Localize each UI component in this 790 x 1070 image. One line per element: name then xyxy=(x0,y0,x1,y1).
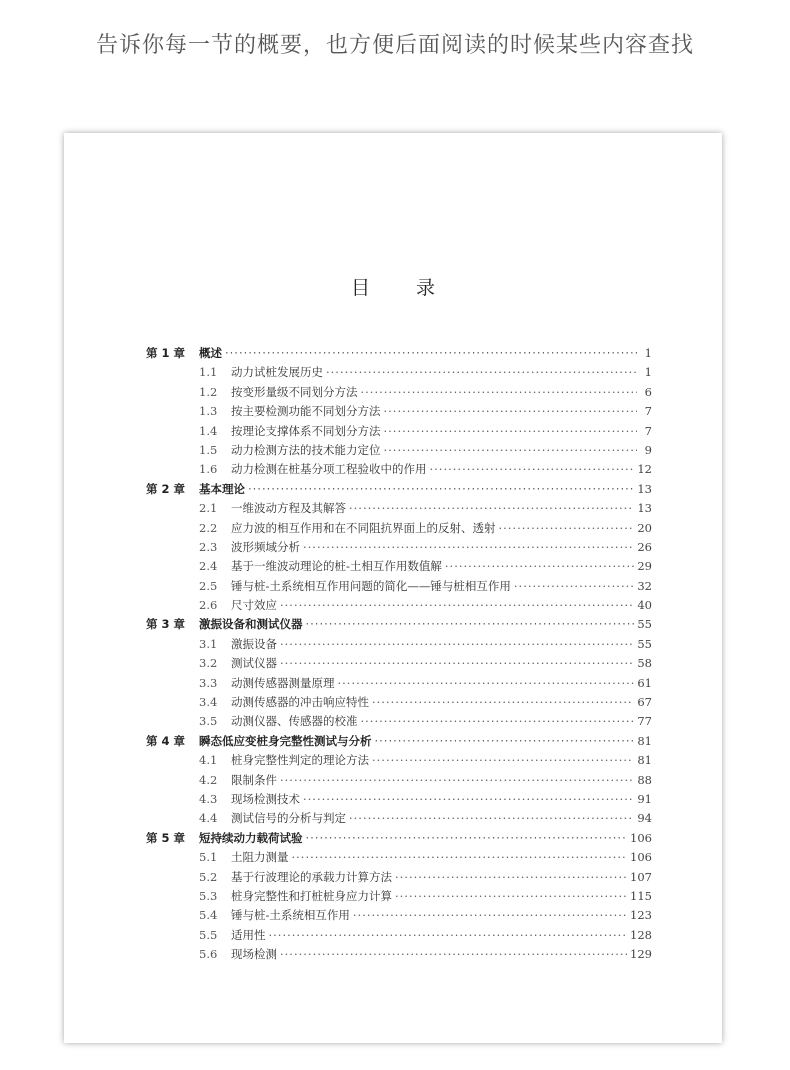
section-number: 4.1 xyxy=(199,753,218,768)
dot-leader xyxy=(303,792,634,806)
dot-leader xyxy=(384,404,638,418)
entry-title: 土阻力测量 xyxy=(231,850,289,865)
dot-leader xyxy=(499,521,635,535)
page-number: 61 xyxy=(637,675,652,690)
toc-section-row xyxy=(146,442,652,461)
dot-leader xyxy=(372,695,634,709)
toc-section-row xyxy=(146,849,652,868)
entry-title: 按理论支撑体系不同划分方法 xyxy=(231,423,381,438)
entry-title: 锤与桩-土系统相互作用问题的简化——锤与桩相互作用 xyxy=(231,578,511,593)
toc-chapter-row xyxy=(146,345,652,364)
page-number: 106 xyxy=(630,830,652,845)
section-number: 2.1 xyxy=(199,501,218,516)
dot-leader xyxy=(353,908,627,922)
page-number: 77 xyxy=(637,714,652,729)
section-number: 4.4 xyxy=(199,811,218,826)
page-number: 58 xyxy=(637,656,652,671)
page-number: 55 xyxy=(637,636,652,651)
entry-title: 动力试桩发展历史 xyxy=(231,365,323,380)
page-number: 32 xyxy=(637,578,652,593)
dot-leader xyxy=(338,676,635,690)
page-number: 7 xyxy=(644,404,652,419)
section-number: 4.2 xyxy=(199,772,218,787)
chapter-label: 第 2 章 xyxy=(146,481,186,496)
page-number: 107 xyxy=(630,869,652,884)
toc-section-row xyxy=(146,403,652,422)
toc-section-row xyxy=(146,927,652,946)
toc-section-row xyxy=(146,694,652,713)
page-number: 67 xyxy=(637,695,652,710)
dot-leader xyxy=(326,365,637,379)
section-number: 1.1 xyxy=(199,365,218,380)
dot-leader xyxy=(269,928,628,942)
toc-section-row xyxy=(146,946,652,965)
section-number: 4.3 xyxy=(199,791,218,806)
toc-title: 目 录 xyxy=(350,277,436,299)
section-number: 1.4 xyxy=(199,423,218,438)
entry-title: 概述 xyxy=(199,346,222,360)
page-number: 128 xyxy=(630,927,652,942)
entry-title: 按主要检测功能不同划分方法 xyxy=(231,404,381,419)
dot-leader xyxy=(349,811,634,825)
page-number: 94 xyxy=(637,811,652,826)
page-number: 91 xyxy=(637,791,652,806)
entry-title: 按变形量级不同划分方法 xyxy=(231,384,358,399)
entry-title: 基于行波理论的承载力计算方法 xyxy=(231,869,392,884)
section-number: 2.2 xyxy=(199,520,218,535)
toc-section-row xyxy=(146,907,652,926)
toc-section-row xyxy=(146,791,652,810)
dot-leader xyxy=(384,424,638,438)
entry-title: 现场检测 xyxy=(231,947,277,962)
section-number: 5.5 xyxy=(199,927,218,942)
page-number: 106 xyxy=(630,850,652,865)
page-number: 129 xyxy=(630,947,652,962)
entry-title: 动测仪器、传感器的校准 xyxy=(231,714,358,729)
section-number: 3.5 xyxy=(199,714,218,729)
entry-title: 波形频域分析 xyxy=(231,539,300,554)
dot-leader xyxy=(349,501,634,515)
entry-title: 桩身完整性和打桩桩身应力计算 xyxy=(231,888,392,903)
toc-section-row xyxy=(146,364,652,383)
entry-title: 尺寸效应 xyxy=(231,598,277,613)
page-number: 88 xyxy=(637,772,652,787)
toc-chapter-row xyxy=(146,481,652,500)
section-number: 5.6 xyxy=(199,947,218,962)
chapter-label: 第 4 章 xyxy=(146,733,186,748)
toc-chapter-row xyxy=(146,616,652,635)
section-number: 5.3 xyxy=(199,888,218,903)
dot-leader xyxy=(361,385,638,399)
section-number: 1.6 xyxy=(199,462,218,477)
page-number: 29 xyxy=(637,559,652,574)
section-number: 1.2 xyxy=(199,384,218,399)
section-number: 5.1 xyxy=(199,850,218,865)
entry-title: 测试仪器 xyxy=(231,656,277,671)
toc-section-row xyxy=(146,713,652,732)
toc-section-row xyxy=(146,869,652,888)
section-number: 1.3 xyxy=(199,404,218,419)
dot-leader xyxy=(430,462,635,476)
dot-leader xyxy=(395,889,627,903)
section-number: 3.3 xyxy=(199,675,218,690)
toc-section-row xyxy=(146,675,652,694)
section-number: 2.4 xyxy=(199,559,218,574)
entry-title: 应力波的相互作用和在不同阻抗界面上的反射、透射 xyxy=(231,520,496,535)
chapter-label: 第 3 章 xyxy=(146,617,186,632)
dot-leader xyxy=(361,714,635,728)
dot-leader xyxy=(306,617,635,631)
entry-title: 动测传感器测量原理 xyxy=(231,675,335,690)
entry-title: 测试信号的分析与判定 xyxy=(231,811,346,826)
toc-chapter-row xyxy=(146,830,652,849)
toc-section-row xyxy=(146,461,652,480)
dot-leader xyxy=(303,540,634,554)
page-number: 26 xyxy=(637,539,652,554)
entry-title: 限制条件 xyxy=(231,772,277,787)
entry-title: 桩身完整性判定的理论方法 xyxy=(231,753,369,768)
dot-leader xyxy=(280,637,634,651)
entry-title: 锤与桩-土系统相互作用 xyxy=(231,908,350,923)
page-number: 1 xyxy=(644,365,652,380)
toc-section-row xyxy=(146,655,652,674)
page-number: 55 xyxy=(637,617,652,632)
book-page xyxy=(64,133,722,1043)
section-number: 3.4 xyxy=(199,695,218,710)
page-number: 13 xyxy=(637,501,652,516)
toc-section-row xyxy=(146,597,652,616)
table-of-contents xyxy=(146,345,652,966)
toc-section-row xyxy=(146,578,652,597)
entry-title: 动力检测方法的技术能力定位 xyxy=(231,442,381,457)
page-number: 40 xyxy=(637,598,652,613)
dot-leader xyxy=(395,870,627,884)
toc-chapter-row xyxy=(146,733,652,752)
toc-section-row xyxy=(146,500,652,519)
toc-section-row xyxy=(146,423,652,442)
page-number: 13 xyxy=(637,481,652,496)
dot-leader xyxy=(384,443,638,457)
dot-leader xyxy=(306,831,628,845)
page-number: 9 xyxy=(644,442,652,457)
toc-section-row xyxy=(146,810,652,829)
section-number: 5.4 xyxy=(199,908,218,923)
dot-leader xyxy=(280,773,634,787)
page-number: 123 xyxy=(630,908,652,923)
page-number: 81 xyxy=(637,753,652,768)
entry-title: 激振设备 xyxy=(231,636,277,651)
entry-title: 基于一维波动理论的桩-土相互作用数值解 xyxy=(231,559,442,574)
page-number: 1 xyxy=(644,346,652,360)
entry-title: 激振设备和测试仪器 xyxy=(199,617,303,632)
entry-title: 短持续动力载荷试验 xyxy=(199,830,303,845)
entry-title: 现场检测技术 xyxy=(231,791,300,806)
toc-section-row xyxy=(146,772,652,791)
section-number: 3.2 xyxy=(199,656,218,671)
section-number: 2.5 xyxy=(199,578,218,593)
chapter-label: 第 1 章 xyxy=(146,346,186,360)
dot-leader xyxy=(445,559,634,573)
section-number: 3.1 xyxy=(199,636,218,651)
toc-section-row xyxy=(146,539,652,558)
dot-leader xyxy=(372,753,634,767)
toc-section-row xyxy=(146,636,652,655)
caption-text: 告诉你每一节的概要，也方便后面阅读的时候某些内容查找 xyxy=(95,33,694,58)
entry-title: 动测传感器的冲击响应特性 xyxy=(231,695,369,710)
dot-leader xyxy=(280,598,634,612)
dot-leader xyxy=(514,579,634,593)
page-number: 7 xyxy=(644,423,652,438)
page-number: 20 xyxy=(637,520,652,535)
toc-section-row xyxy=(146,752,652,771)
section-number: 2.3 xyxy=(199,539,218,554)
section-number: 5.2 xyxy=(199,869,218,884)
dot-leader xyxy=(280,947,627,961)
toc-section-row xyxy=(146,558,652,577)
dot-leader xyxy=(292,850,628,864)
dot-leader xyxy=(280,656,634,670)
entry-title: 适用性 xyxy=(231,927,266,942)
toc-section-row xyxy=(146,888,652,907)
page-number: 81 xyxy=(637,733,652,748)
entry-title: 瞬态低应变桩身完整性测试与分析 xyxy=(199,733,372,748)
entry-title: 动力检测在桩基分项工程验收中的作用 xyxy=(231,462,427,477)
dot-leader xyxy=(225,346,637,360)
page-number: 12 xyxy=(637,462,652,477)
entry-title: 一维波动方程及其解答 xyxy=(231,501,346,516)
chapter-label: 第 5 章 xyxy=(146,830,186,845)
section-number: 1.5 xyxy=(199,442,218,457)
dot-leader xyxy=(375,734,635,748)
dot-leader xyxy=(248,482,634,496)
page-number: 6 xyxy=(644,384,652,399)
toc-section-row xyxy=(146,384,652,403)
toc-section-row xyxy=(146,520,652,539)
section-number: 2.6 xyxy=(199,598,218,613)
page-number: 115 xyxy=(630,888,652,903)
entry-title: 基本理论 xyxy=(199,481,245,496)
